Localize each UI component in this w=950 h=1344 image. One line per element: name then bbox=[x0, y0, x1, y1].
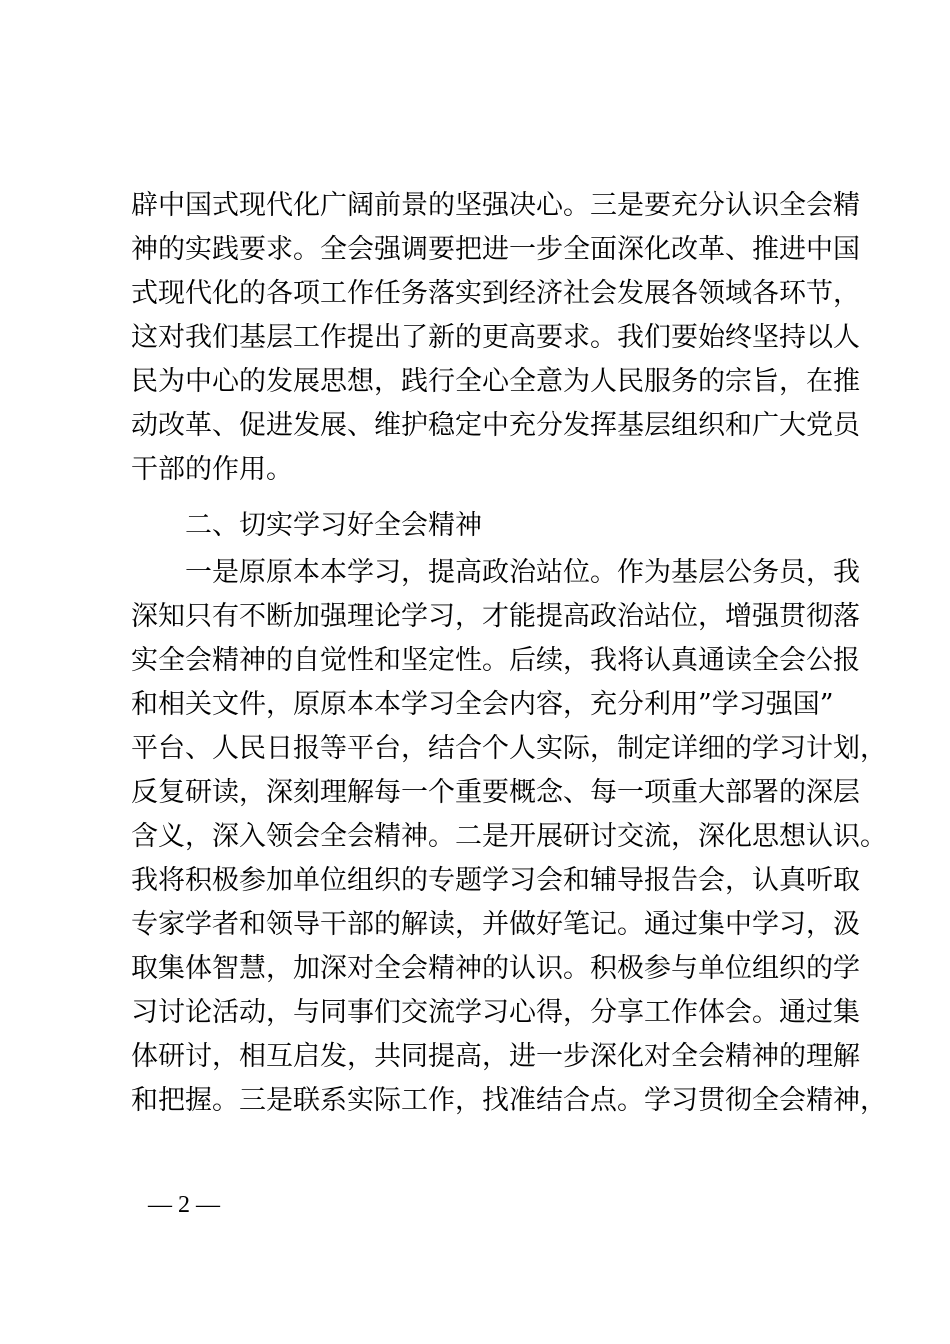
paragraph-1-line: 神的实践要求。全会强调要把进一步全面深化改革、推进中国 bbox=[131, 234, 860, 265]
paragraph-2-line: 习讨论活动，与同事们交流学习心得，分享工作体会。通过集 bbox=[131, 997, 860, 1028]
paragraph-2-line: 我将积极参加单位组织的专题学习会和辅导报告会，认真听取 bbox=[131, 865, 860, 896]
section-heading: 二、切实学习好全会精神 bbox=[185, 510, 482, 541]
paragraph-2-line: 体研讨，相互启发，共同提高，进一步深化对全会精神的理解 bbox=[131, 1041, 860, 1072]
paragraph-2-line: 专家学者和领导干部的解读，并做好笔记。通过集中学习，汲 bbox=[131, 909, 860, 940]
paragraph-1-line: 动改革、促进发展、维护稳定中充分发挥基层组织和广大党员 bbox=[131, 410, 860, 441]
paragraph-1-line: 辟中国式现代化广阔前景的坚强决心。三是要充分认识全会精 bbox=[131, 190, 860, 221]
paragraph-1-line: 这对我们基层工作提出了新的更高要求。我们要始终坚持以人 bbox=[131, 322, 860, 353]
page-number: — 2 — bbox=[148, 1192, 220, 1218]
paragraph-2-line: 和相关文件，原原本本学习全会内容，充分利用”学习强国” bbox=[131, 689, 834, 720]
paragraph-2-line: 取集体智慧，加深对全会精神的认识。积极参与单位组织的学 bbox=[131, 953, 860, 984]
paragraph-2-line: 平台、人民日报等平台，结合个人实际，制定详细的学习计划， bbox=[131, 733, 887, 764]
paragraph-2-line: 含义，深入领会全会精神。二是开展研讨交流，深化思想认识。 bbox=[131, 821, 887, 852]
paragraph-1-line: 民为中心的发展思想，践行全心全意为人民服务的宗旨，在推 bbox=[131, 366, 860, 397]
paragraph-1-line: 干部的作用。 bbox=[131, 454, 293, 485]
paragraph-2-line: 和把握。三是联系实际工作，找准结合点。学习贯彻全会精神， bbox=[131, 1085, 887, 1116]
paragraph-2-line: 深知只有不断加强理论学习，才能提高政治站位，增强贯彻落 bbox=[131, 601, 860, 632]
paragraph-2-line: 实全会精神的自觉性和坚定性。后续，我将认真通读全会公报 bbox=[131, 645, 860, 676]
paragraph-2-line: 一是原原本本学习，提高政治站位。作为基层公务员，我 bbox=[185, 557, 860, 588]
paragraph-1-line: 式现代化的各项工作任务落实到经济社会发展各领域各环节， bbox=[131, 278, 860, 309]
paragraph-2-line: 反复研读，深刻理解每一个重要概念、每一项重大部署的深层 bbox=[131, 777, 860, 808]
